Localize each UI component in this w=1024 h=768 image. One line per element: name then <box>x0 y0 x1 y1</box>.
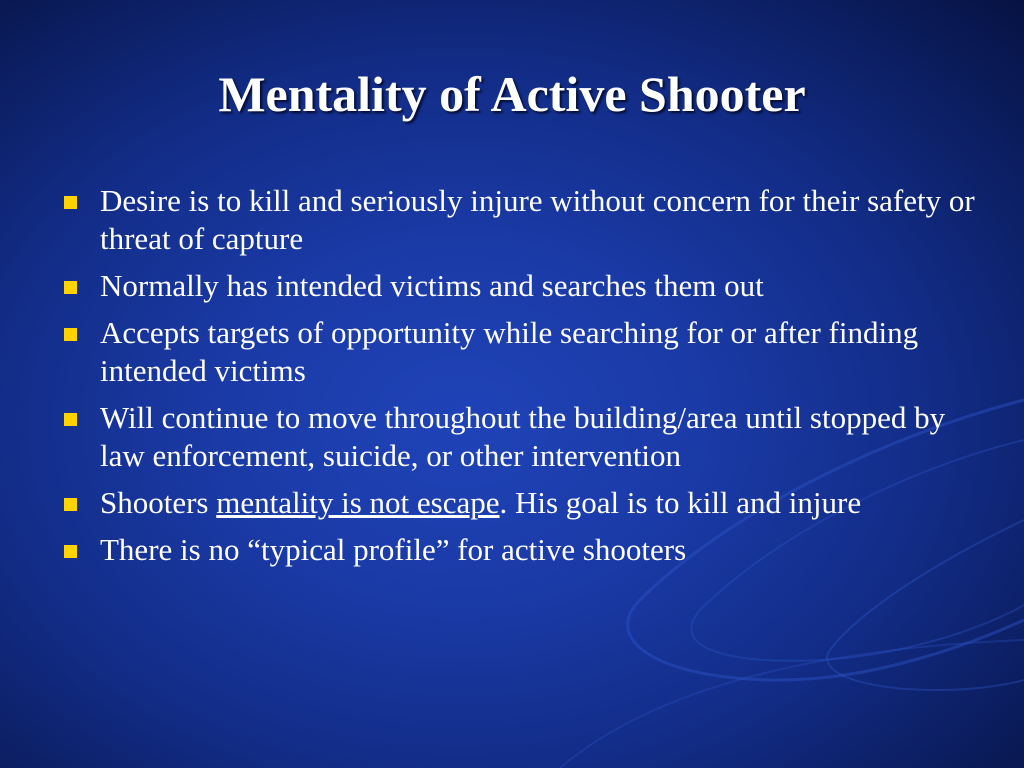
square-bullet-icon <box>64 328 77 341</box>
bullet-item <box>60 182 980 258</box>
bullet-text: Normally has intended victims and searches them out <box>100 268 764 303</box>
bullet-item <box>60 399 980 475</box>
square-bullet-icon <box>64 196 77 209</box>
square-bullet-icon <box>64 281 77 294</box>
bullet-text: Desire is to kill and seriously injure without concern for their safety or threat of capture <box>100 183 975 256</box>
bullet-text: Will continue to move throughout the building/area until stopped by law enforcement, suicide, or other intervention <box>100 400 946 473</box>
bullet-item <box>60 531 980 569</box>
slide-title: Mentality of Active Shooter <box>218 66 806 122</box>
bullet-text-continued: . His goal is to kill and injure <box>499 485 862 520</box>
bullet-text: Accepts targets of opportunity while searching for or after finding intended victims <box>100 315 919 388</box>
bullet-item <box>60 484 980 522</box>
bullet-text: There is no “typical profile” for active shooters <box>100 532 687 567</box>
bullet-underlined-text: mentality is not escape <box>216 485 500 520</box>
bullet-list <box>60 182 980 578</box>
square-bullet-icon <box>64 413 77 426</box>
bullet-item <box>60 267 980 305</box>
square-bullet-icon <box>64 498 77 511</box>
bullet-text: Shooters <box>100 485 217 520</box>
bullet-item <box>60 314 980 390</box>
square-bullet-icon <box>64 545 77 558</box>
